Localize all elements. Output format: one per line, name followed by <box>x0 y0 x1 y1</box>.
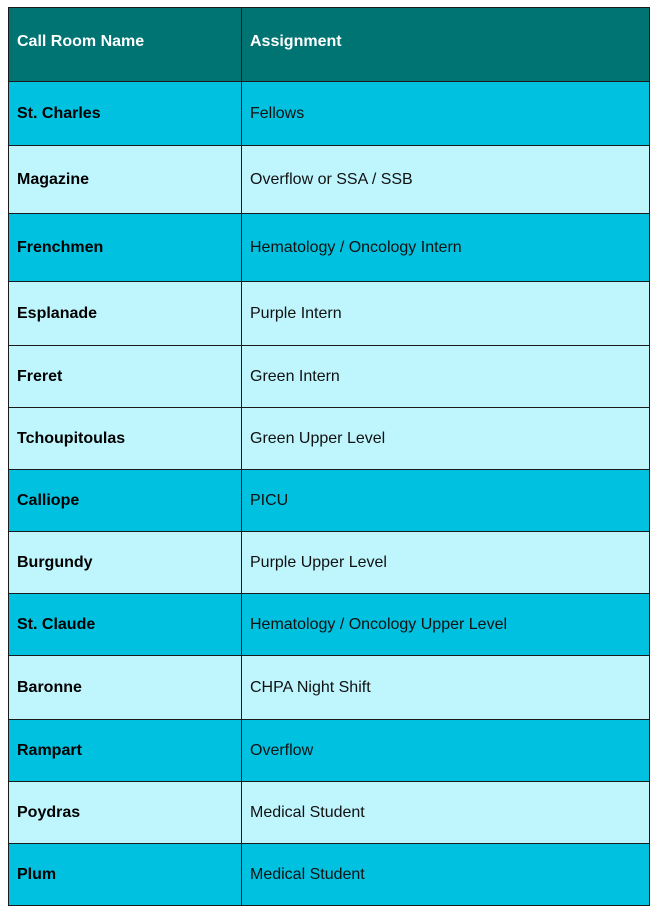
call-room-name-cell: Tchoupitoulas <box>9 408 242 470</box>
table-row <box>9 470 650 532</box>
call-room-name-cell: Baronne <box>9 656 242 720</box>
table-header-row <box>9 8 650 82</box>
table-row <box>9 594 650 656</box>
call-room-name-cell: Plum <box>9 844 242 906</box>
table-row <box>9 408 650 470</box>
assignment-cell: PICU <box>242 470 650 532</box>
assignment-cell: Medical Student <box>242 844 650 906</box>
assignment-cell: Green Upper Level <box>242 408 650 470</box>
table-row <box>9 146 650 214</box>
assignment-cell: CHPA Night Shift <box>242 656 650 720</box>
assignment-cell: Hematology / Oncology Intern <box>242 214 650 282</box>
assignment-cell: Medical Student <box>242 782 650 844</box>
call-room-table <box>8 7 650 906</box>
call-room-name-cell: Frenchmen <box>9 214 242 282</box>
table-row <box>9 720 650 782</box>
call-room-name-cell: Magazine <box>9 146 242 214</box>
call-room-name-cell: Freret <box>9 346 242 408</box>
call-room-name-cell: Calliope <box>9 470 242 532</box>
assignment-cell: Purple Intern <box>242 282 650 346</box>
table-row <box>9 282 650 346</box>
call-room-name-cell: Esplanade <box>9 282 242 346</box>
call-room-table-container <box>8 7 649 906</box>
header-call-room-name: Call Room Name <box>9 8 242 82</box>
assignment-cell: Fellows <box>242 82 650 146</box>
call-room-name-cell: St. Charles <box>9 82 242 146</box>
table-row <box>9 346 650 408</box>
assignment-cell: Overflow <box>242 720 650 782</box>
header-assignment: Assignment <box>242 8 650 82</box>
assignment-cell: Green Intern <box>242 346 650 408</box>
call-room-name-cell: Poydras <box>9 782 242 844</box>
table-row <box>9 214 650 282</box>
call-room-name-cell: St. Claude <box>9 594 242 656</box>
table-body <box>9 82 650 906</box>
assignment-cell: Overflow or SSA / SSB <box>242 146 650 214</box>
assignment-cell: Hematology / Oncology Upper Level <box>242 594 650 656</box>
call-room-name-cell: Rampart <box>9 720 242 782</box>
table-row <box>9 656 650 720</box>
table-row <box>9 82 650 146</box>
table-row <box>9 844 650 906</box>
call-room-name-cell: Burgundy <box>9 532 242 594</box>
assignment-cell: Purple Upper Level <box>242 532 650 594</box>
table-row <box>9 782 650 844</box>
table-row <box>9 532 650 594</box>
